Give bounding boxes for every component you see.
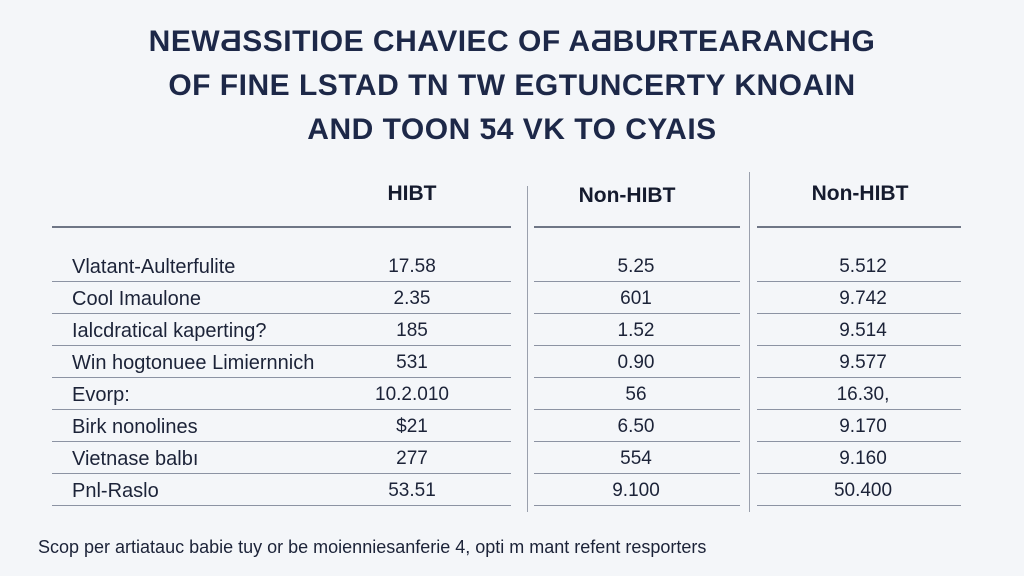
- cell-hibt: 10.2.010: [375, 384, 449, 405]
- row-label: Win hogtonuee Limiernnich: [72, 352, 315, 374]
- row-label: Pnl-Raslo: [72, 480, 159, 502]
- row-label: Birk nonolines: [72, 416, 198, 438]
- row-label: Evorp:: [72, 384, 130, 406]
- row-label: Vlatant-Aulterfulite: [72, 256, 236, 278]
- cell-non-hibt-1: 5.25: [617, 256, 655, 277]
- cell-hibt: 2.35: [393, 288, 431, 309]
- title-line-3: AND TOON Ƽ4 VK TO CYAIS: [307, 113, 717, 146]
- cell-non-hibt-1: 601: [620, 288, 652, 309]
- cell-hibt: 17.58: [388, 256, 436, 277]
- cell-non-hibt-2: 9.160: [839, 448, 887, 469]
- row-label: Ialcdratical kaperting?: [72, 320, 267, 342]
- title-line-2: OF FINE LSTAD TN TW EGTUNCERTY KNOAIN: [168, 69, 856, 102]
- cell-non-hibt-2: 5.512: [839, 256, 887, 277]
- cell-non-hibt-1: 0.90: [617, 352, 655, 373]
- table-row: [52, 346, 964, 378]
- header-rule-1: [52, 226, 511, 228]
- cell-non-hibt-1: 554: [620, 448, 652, 469]
- table-row: [52, 282, 964, 314]
- column-header-non-hibt-1: Non-HIBT: [578, 184, 676, 207]
- cell-hibt: $21: [396, 416, 428, 437]
- table-row: [52, 442, 964, 474]
- cell-non-hibt-2: 16.30,: [836, 384, 890, 405]
- cell-non-hibt-1: 56: [625, 384, 647, 405]
- title-line-1: NEWƋSSITIOE CHAVIEC OF AƋBURTEARANCHG: [148, 25, 876, 58]
- document-title: [0, 20, 1024, 152]
- table-row: [52, 474, 964, 506]
- row-label: Cool Imaulone: [72, 288, 201, 310]
- cell-non-hibt-1: 6.50: [617, 416, 655, 437]
- column-header-non-hibt-2: Non-HIBT: [811, 182, 909, 205]
- cell-non-hibt-2: 9.577: [839, 352, 887, 373]
- cell-hibt: 531: [396, 352, 428, 373]
- cell-non-hibt-1: 1.52: [617, 320, 655, 341]
- column-header-hibt: HIBT: [387, 182, 437, 205]
- footnote: Scop per artiatauc babie tuy or be moienniesanferie 4, opti m mant refent resporters: [38, 537, 707, 557]
- header-rule-3: [757, 226, 961, 228]
- cell-hibt: 185: [396, 320, 428, 341]
- cell-non-hibt-2: 50.400: [833, 480, 893, 501]
- table-row: [52, 410, 964, 442]
- row-label: Vietnase balbı: [72, 448, 199, 470]
- table-row: [52, 314, 964, 346]
- cell-non-hibt-2: 9.742: [839, 288, 887, 309]
- cell-non-hibt-1: 9.100: [612, 480, 660, 501]
- cell-non-hibt-2: 9.514: [839, 320, 887, 341]
- cell-non-hibt-2: 9.170: [839, 416, 887, 437]
- table-row: [52, 250, 964, 282]
- cell-hibt: 53.51: [388, 480, 436, 501]
- header-rule-2: [534, 226, 740, 228]
- table-row: [52, 378, 964, 410]
- cell-hibt: 277: [396, 448, 428, 469]
